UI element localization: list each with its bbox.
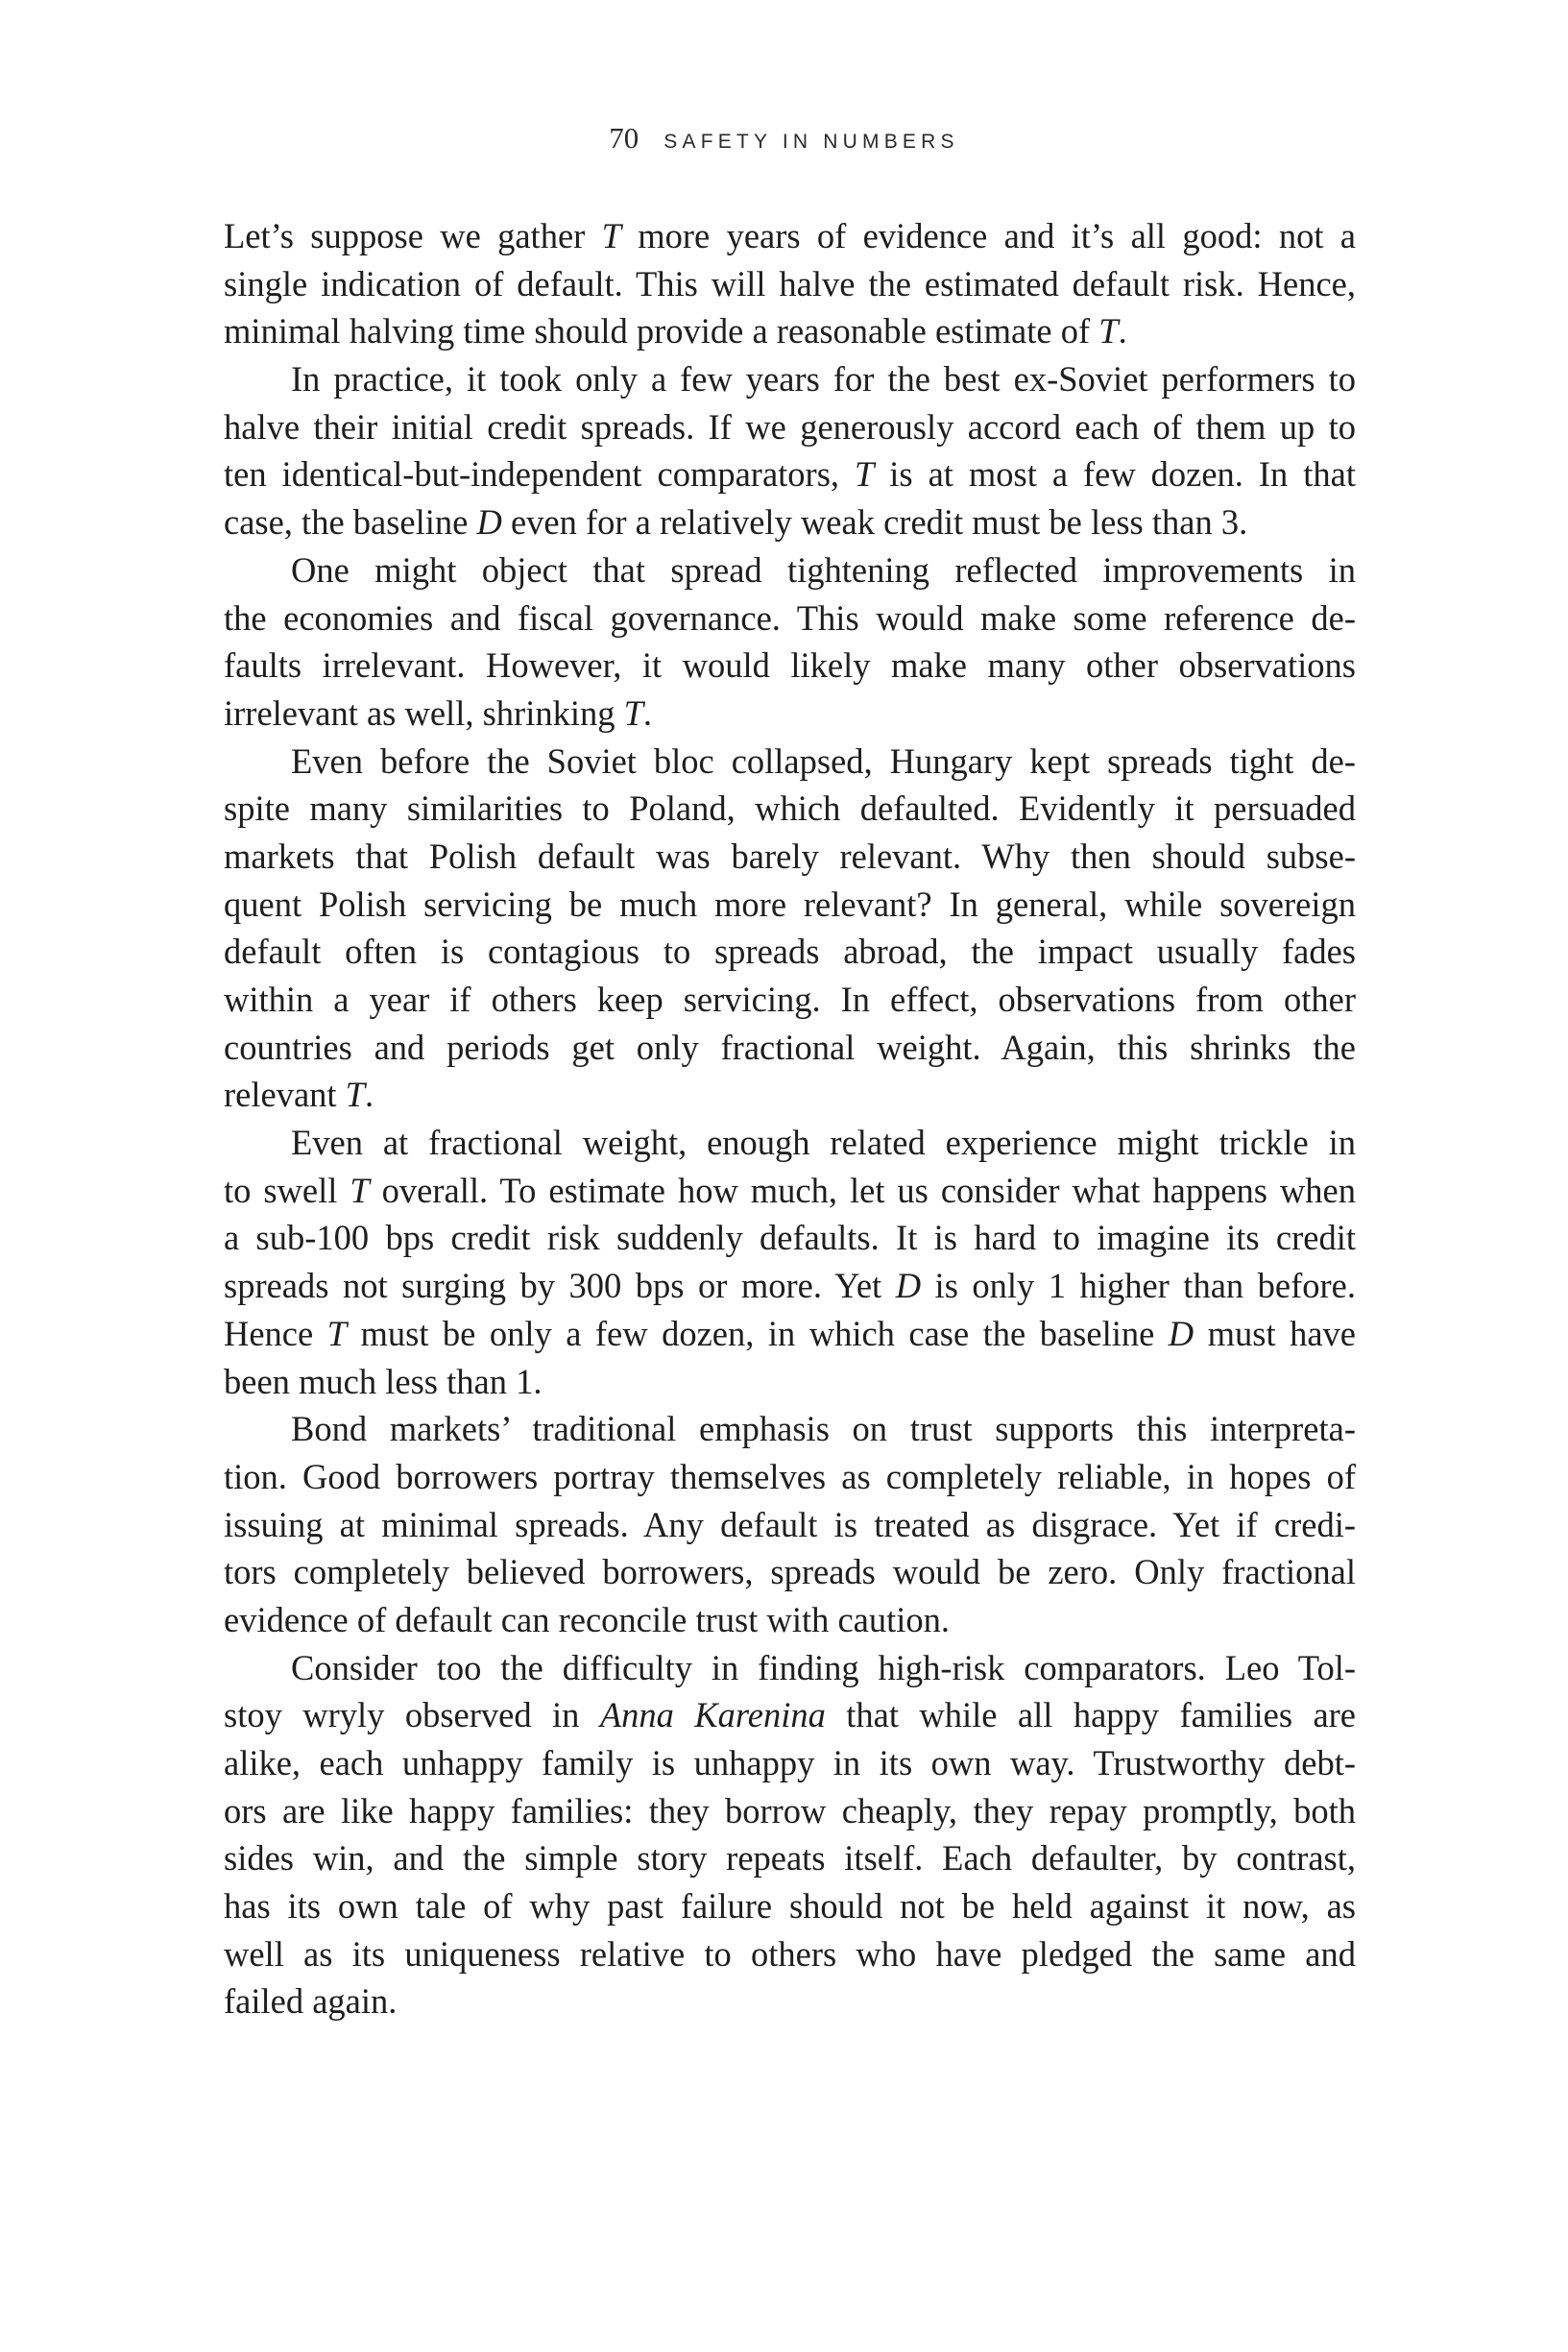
text-line: issuing at minimal spreads. Any default is treated as disgrace. Yet if credi- (224, 1504, 1356, 1544)
text-line: to swell T overall. To estimate how much, let us consider what happens when (224, 1170, 1357, 1210)
page-number: 70 (609, 121, 639, 155)
text-line: Hence T must be only a few dozen, in which case the baseline D must have (224, 1313, 1356, 1353)
body-text (224, 212, 1356, 2025)
paragraph (224, 1405, 1356, 1643)
paragraph (224, 546, 1356, 738)
text-line: a sub-100 bps credit risk suddenly defaults. It is hard to imagine its credit (224, 1218, 1356, 1258)
paragraph (224, 1644, 1356, 2026)
text-line: Even before the Soviet bloc collapsed, Hungary kept spreads tight de- (291, 740, 1356, 781)
text-line: been much less than 1. (224, 1361, 543, 1401)
text-line: faults irrelevant. However, it would likely make many other observations (224, 645, 1356, 686)
text-line: Let’s suppose we gather T more years of evidence and it’s all good: not a (224, 216, 1356, 255)
text-line: One might object that spread tightening reflected improvements in (291, 549, 1356, 590)
text-line: stoy wryly observed in Anna Karenina that while all happy families are (224, 1695, 1356, 1735)
text-line: irrelevant as well, shrinking T. (224, 692, 653, 733)
text-line: minimal halving time should provide a reasonable estimate of T. (224, 311, 1127, 352)
text-line: countries and periods get only fractional weight. Again, this shrinks the (224, 1027, 1356, 1067)
text-line: sides win, and the simple story repeats itself. Each defaulter, by contrast, (224, 1838, 1356, 1879)
book-title: SAFETY IN NUMBERS (663, 131, 959, 153)
text-line: markets that Polish default was barely relevant. Why then should subse- (224, 836, 1356, 876)
text-line: Consider too the difficulty in finding high-risk comparators. Leo Tol- (291, 1647, 1356, 1687)
text-line: tors completely believed borrowers, spreads would be zero. Only fractional (224, 1552, 1356, 1592)
text-line: has its own tale of why past failure should not be held against it now, as (224, 1886, 1356, 1927)
text-line: case, the baseline D even for a relatively weak credit must be less than 3. (224, 502, 1248, 543)
text-line: spite many similarities to Poland, which defaulted. Evidently it persuaded (224, 788, 1356, 829)
text-line: tion. Good borrowers portray themselves as completely reliable, in hopes of (224, 1456, 1356, 1496)
text-line: quent Polish servicing be much more relevant? In general, while sovereign (224, 884, 1356, 924)
paragraph (224, 1119, 1356, 1405)
text-line: ors are like happy families: they borrow cheaply, they repay promptly, both (224, 1790, 1356, 1831)
text-line: Even at fractional weight, enough related experience might trickle in (291, 1123, 1356, 1163)
text-line: Bond markets’ traditional emphasis on trust supports this interpreta- (291, 1409, 1356, 1449)
text-line: the economies and fiscal governance. This would make some reference de- (224, 597, 1356, 638)
text-line: default often is contagious to spreads abroad, the impact usually fades (224, 932, 1356, 972)
paragraph (224, 212, 1356, 355)
text-line: evidence of default can reconcile trust with caution. (224, 1599, 951, 1639)
text-line: halve their initial credit spreads. If we generously accord each of them up to (224, 406, 1356, 447)
running-head (0, 121, 1568, 156)
paragraph (224, 738, 1356, 1120)
text-line: well as its uniqueness relative to others who have pledged the same and (224, 1933, 1356, 1974)
text-line: In practice, it took only a few years for the best ex-Soviet performers to (291, 359, 1356, 400)
text-line: alike, each unhappy family is unhappy in its own way. Trustworthy debt- (224, 1743, 1356, 1782)
text-line: single indication of default. This will halve the estimated default risk. Hence, (224, 263, 1356, 303)
text-line: within a year if others keep servicing. In effect, observations from other (224, 980, 1356, 1019)
text-line: relevant T. (224, 1075, 374, 1115)
text-line: ten identical-but-independent comparators, T is at most a few dozen. In that (224, 454, 1356, 495)
paragraph (224, 355, 1356, 546)
text-line: failed again. (224, 1981, 398, 2022)
text-line: spreads not surging by 300 bps or more. Yet D is only 1 higher than before. (224, 1266, 1356, 1306)
